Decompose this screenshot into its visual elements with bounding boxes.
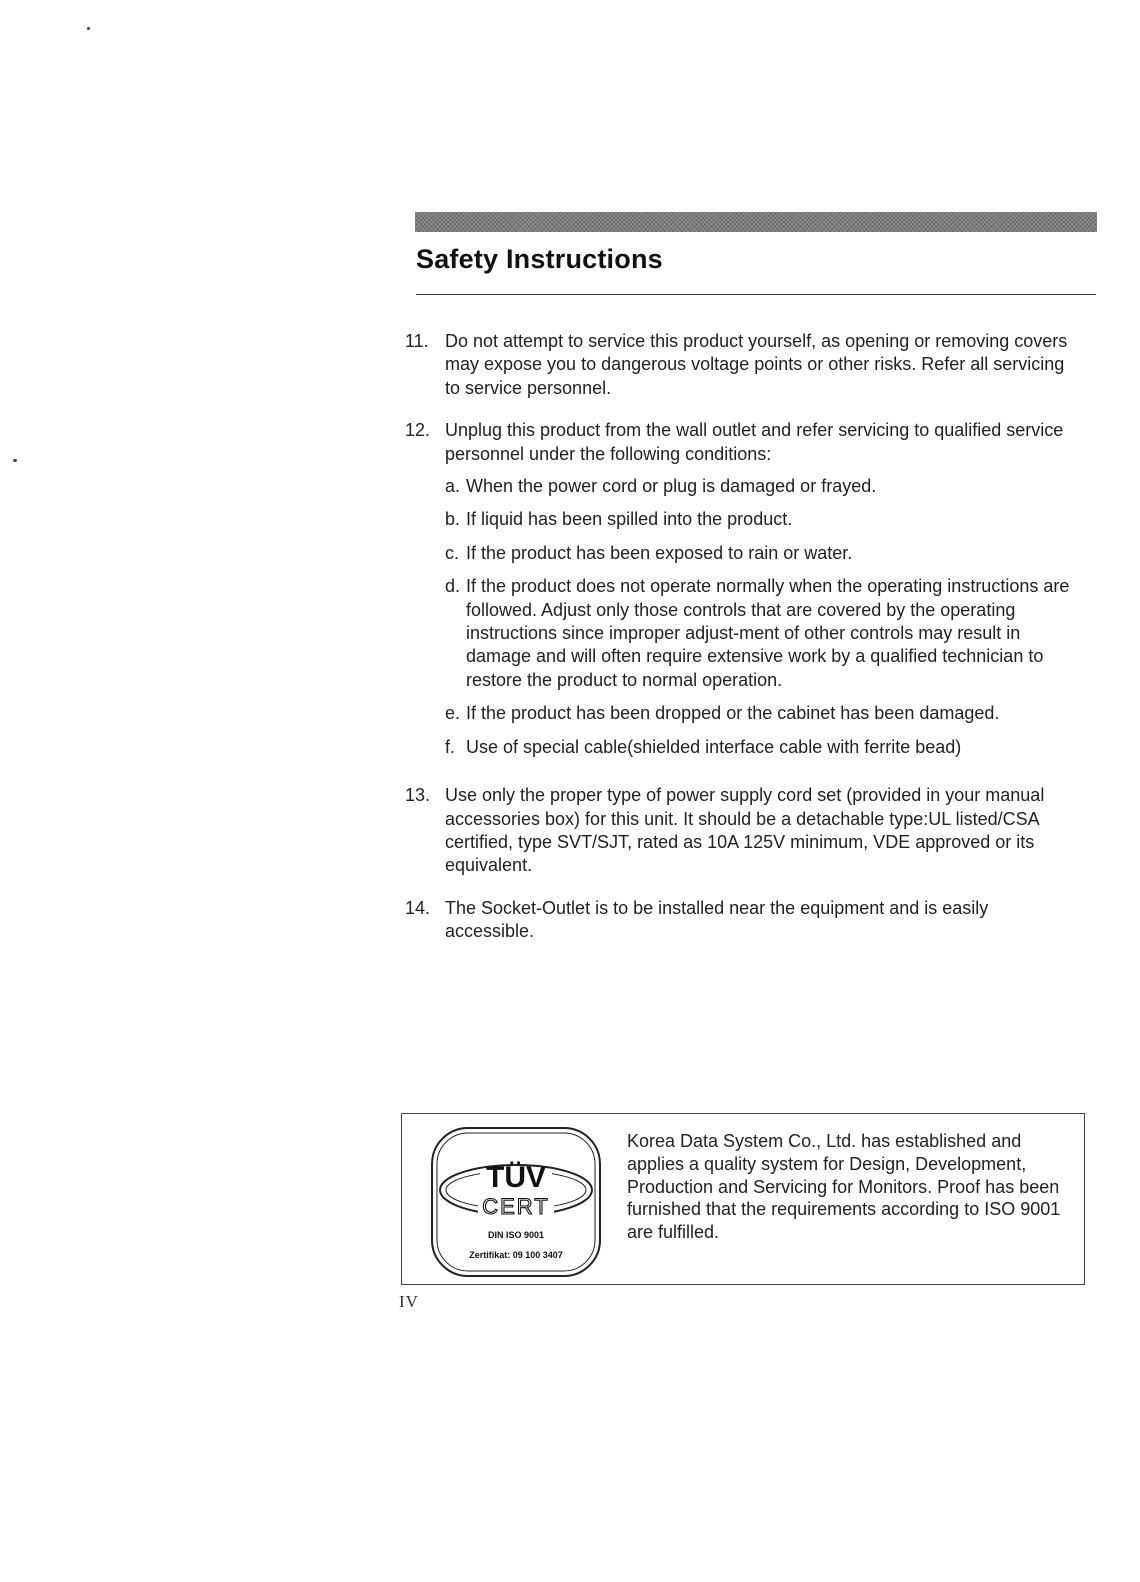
item-number: 13.	[405, 785, 431, 806]
sub-text: If liquid has been spilled into the product.	[466, 509, 793, 530]
logo-standard: DIN ISO 9001	[487, 1230, 545, 1240]
sub-letter: d.	[445, 576, 461, 597]
logo-certificate-number: Zertifikat: 09 100 3407	[469, 1250, 563, 1260]
list-item	[405, 784, 1075, 878]
list-item	[405, 897, 1075, 944]
item-number: 12.	[405, 420, 431, 441]
sub-item	[445, 508, 1075, 531]
sub-text: If the product has been dropped or the cabinet has been damaged.	[466, 703, 1000, 724]
scan-speck	[87, 27, 90, 30]
page-number: IV	[399, 1292, 419, 1311]
sub-letter: a.	[445, 476, 461, 497]
title-divider	[416, 294, 1096, 295]
tuv-cert-logo-icon	[428, 1124, 604, 1280]
item-text: The Socket-Outlet is to be installed near the equipment and is easily accessible.	[445, 897, 989, 942]
scan-speck	[13, 459, 17, 462]
logo-word: CERT	[482, 1194, 550, 1219]
certification-text: Korea Data System Co., Ltd. has established and applies a quality system for Design, Development, Production and Servicing for Monitors. Proof has been furnished that the requirements according to ISO 9001 are fulfilled.	[627, 1131, 1061, 1243]
item-text: Use only the proper type of power supply cord set (provided in your manual accessories box) for this unit. It should be a detachable type:UL listed/CSA certified, type SVT/SJT, rated as 10A 125V minimum, VDE approved or its equivalent.	[445, 785, 1045, 876]
sub-item	[445, 702, 1075, 725]
item-text: Do not attempt to service this product yourself, as opening or removing covers may expose you to dangerous voltage points or other risks. Refer all servicing to service personnel.	[445, 331, 1068, 398]
sub-text: If the product has been exposed to rain or water.	[466, 542, 853, 563]
sub-letter: b.	[445, 509, 461, 530]
certification-box	[401, 1113, 1085, 1285]
sub-letter: c.	[445, 542, 460, 563]
sub-list	[445, 475, 1075, 759]
page-title: Safety Instructions	[416, 244, 663, 274]
logo-brand: TÜV	[486, 1161, 546, 1194]
sub-text: If the product does not operate normally when the operating instructions are followed. Adjust only those controls that are covered by the operating instructions since improper adjust-ment of other controls may result in damage and will often require extensive work by a qualified technician to restore the product to normal operation.	[466, 576, 1070, 690]
list-item	[405, 330, 1075, 400]
header-band	[415, 212, 1097, 232]
sub-text: Use of special cable(shielded interface cable with ferrite bead)	[466, 736, 962, 757]
sub-item	[445, 542, 1075, 565]
sub-item	[445, 575, 1075, 692]
item-number: 14.	[405, 897, 431, 918]
sub-text: When the power cord or plug is damaged or frayed.	[466, 476, 877, 497]
sub-item	[445, 475, 1075, 498]
list-item	[405, 419, 1075, 765]
sub-letter: e.	[445, 703, 461, 724]
item-number: 11.	[405, 331, 429, 351]
item-text: Unplug this product from the wall outlet and refer servicing to qualified service personnel under the following conditions:	[445, 420, 1064, 464]
sub-letter: f.	[445, 736, 456, 757]
instructions-list	[405, 330, 1075, 963]
sub-item	[445, 736, 1075, 759]
